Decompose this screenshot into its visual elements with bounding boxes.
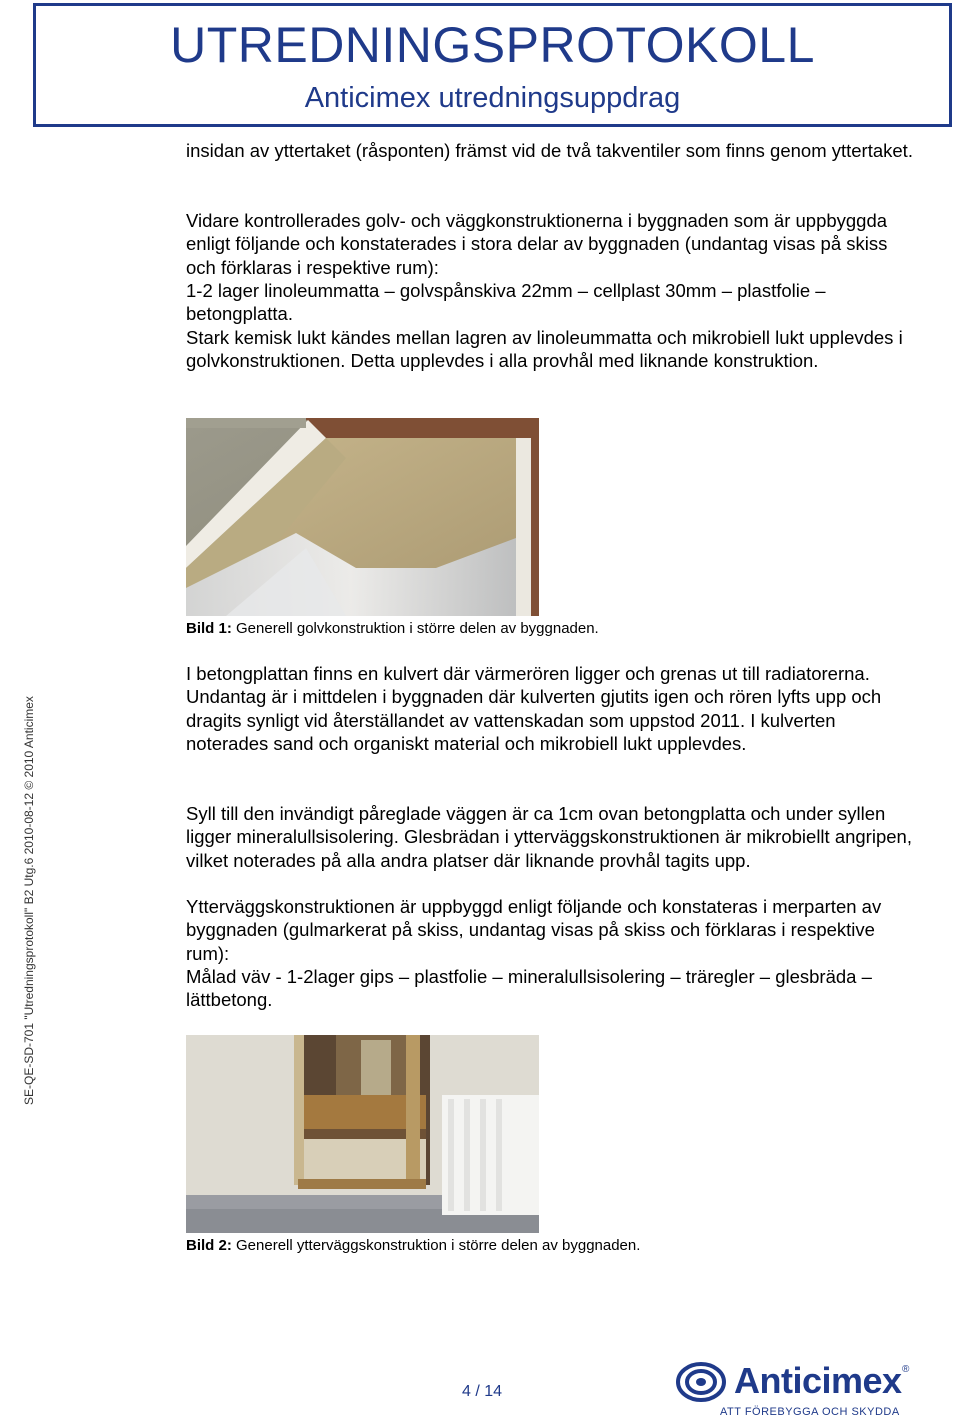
paragraph-1: insidan av yttertaket (råsponten) främst vid de två takventiler som finns genom yttertaket. [186,140,913,161]
photo-1-label: Bild 1: [186,620,232,637]
document-header [33,3,952,127]
floor-construction-photo [186,418,539,616]
photo-1-caption [186,620,599,638]
paragraph-6: Syll till den invändigt påreglade väggen är ca 1cm ovan betongplatta och under syllen ligger mineralullsisolering. Glesbrädan i ytterväggskonstruktionen är mikrobiellt angripen, vilket noterades på alla andra platser där liknande provhål tagits upp. [186,803,912,871]
paragraph-8: Målad väv - 1-2lager gips – plastfolie – mineralullsisolering – träregler – glesbräda – lättbetong. [186,966,872,1011]
logo-wordmark: Anticimex [734,1360,902,1401]
photo-2-label: Bild 2: [186,1237,232,1254]
anticimex-emblem-icon [676,1362,726,1402]
document-subtitle: Anticimex utredningsuppdrag [304,82,681,114]
logo-registered-mark: ® [902,1364,910,1375]
anticimex-logo [676,1360,916,1418]
paragraph-3: 1-2 lager linoleummatta – golvspånskiva 22mm – cellplast 30mm – plastfolie – betongplatta. [186,280,826,325]
paragraph-5: I betongplattan finns en kulvert där värmerören ligger och grenas ut till radiatorerna. Undantag är i mittdelen i byggnaden där kulverten gjutits igen och rören lyfts upp och dragits synligt vid återställandet av vattenskadan som uppstod 2011. I kulverten noterades sand och organiskt material och mikrobiell lukt upplevdes. [186,663,882,754]
document-title: UTREDNINGSPROTOKOLL [170,17,815,73]
page-number: 4 / 14 [462,1383,503,1400]
photo-1-text: Generell golvkonstruktion i större delen av byggnaden. [231,620,599,637]
photo-2-caption [186,1237,640,1255]
wall-construction-photo [186,1035,539,1233]
paragraph-2: Vidare kontrollerades golv- och väggkonstruktionerna i byggnaden som är uppbyggda enligt följande och konstaterades i stora delar av byggnaden (undantag visas på skiss och förklaras i respektive rum): [186,210,888,278]
paragraph-7: Ytterväggskonstruktionen är uppbyggd enligt följande och konstateras i merparten av byggnaden (gulmarkerat på skiss, undantag visas på skiss och förklaras i respektive rum): [186,896,882,964]
paragraph-4: Stark kemisk lukt kändes mellan lagren av linoleummatta och mikrobiell lukt upplevdes i golvkonstruktionen. Detta upplevdes i alla provhål med liknande konstruktion. [186,327,903,372]
logo-tagline: ATT FÖREBYGGA OCH SKYDDA [720,1406,900,1418]
photo-2-text: Generell ytterväggskonstruktion i större delen av byggnaden. [231,1237,641,1254]
document-code-sidebar: SE-QE-SD-701 "Utredningsprotokoll" B2 Utg.6 2010-08-12 © 2010 Anticimex [22,696,36,1105]
